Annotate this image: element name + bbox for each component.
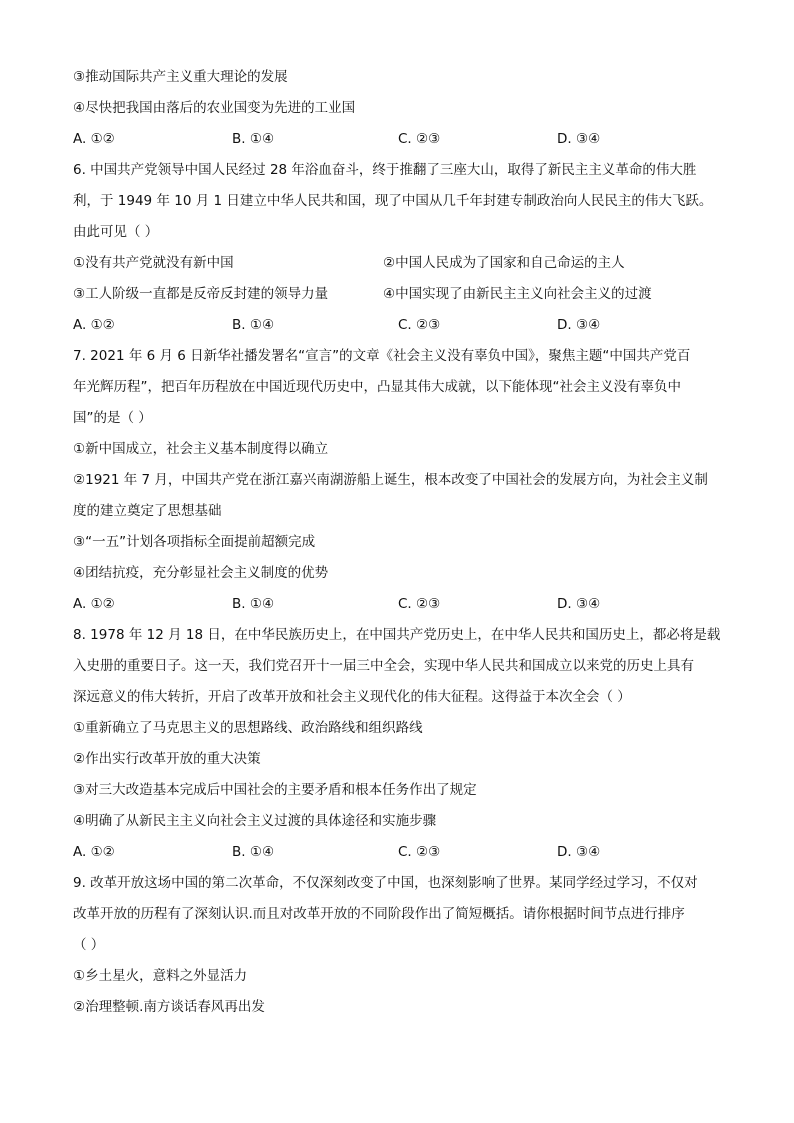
q7-option-b: B. ①④ bbox=[232, 596, 275, 612]
q5-option-c: C. ②③ bbox=[398, 131, 441, 147]
q8-stem-line-3: 深远意义的伟大转折，开启了改革开放和社会主义现代化的伟大征程。这得益于本次全会（ ） bbox=[73, 689, 631, 705]
q9-stem-line-2: 改革开放的历程有了深刻认识.而且对改革开放的不同阶段作出了简短概括。请你根据时间节点进行排序 bbox=[73, 906, 685, 922]
q7-item-2-line-1: ②1921 年 7 月，中国共产党在浙江嘉兴南湖游船上诞生，根本改变了中国社会的发展方向，为社会主义制 bbox=[73, 472, 708, 488]
q6-options bbox=[73, 310, 723, 341]
q7-item-3: ③“一五”计划各项指标全面提前超额完成 bbox=[73, 534, 316, 550]
q6-item-4: ④中国实现了由新民主主义向社会主义的过渡 bbox=[383, 286, 652, 302]
q5-option-b: B. ①④ bbox=[232, 131, 275, 147]
q8-option-a: A. ①② bbox=[73, 844, 115, 860]
q6-option-b: B. ①④ bbox=[232, 317, 275, 333]
q6-item-2: ②中国人民成为了国家和自己命运的主人 bbox=[383, 255, 625, 271]
q6-items-row-1 bbox=[73, 248, 723, 279]
q6-option-c: C. ②③ bbox=[398, 317, 441, 333]
q6-stem-line-2: 利，于 1949 年 10 月 1 日建立中华人民共和国，现了中国从几千年封建专制政治向人民民主的伟大飞跃。 bbox=[73, 193, 713, 209]
q7-item-4: ④团结抗疫，充分彰显社会主义制度的优势 bbox=[73, 565, 329, 581]
q7-stem-line-1: 7. 2021 年 6 月 6 日新华社播发署名“宣言”的文章《社会主义没有辜负中国》，聚焦主题“中国共产党百 bbox=[73, 348, 691, 364]
q6-item-3: ③工人阶级一直都是反帝反封建的领导力量 bbox=[73, 286, 329, 302]
q6-stem-line-1: 6. 中国共产党领导中国人民经过 28 年浴血奋斗，终于推翻了三座大山，取得了新民主主义革命的伟大胜 bbox=[73, 162, 697, 178]
q8-stem-line-2: 入史册的重要日子。这一天，我们党召开十一届三中全会，实现中华人民共和国成立以来党的历史上具有 bbox=[73, 658, 694, 674]
q9-stem-line-3: （ ） bbox=[73, 937, 105, 953]
q8-option-d: D. ③④ bbox=[557, 844, 601, 860]
q5-item-3: ③推动国际共产主义重大理论的发展 bbox=[73, 69, 288, 85]
q8-item-3: ③对三大改造基本完成后中国社会的主要矛盾和根本任务作出了规定 bbox=[73, 782, 477, 798]
q7-stem-line-3: 国”的是（ ） bbox=[73, 410, 152, 426]
q7-option-c: C. ②③ bbox=[398, 596, 441, 612]
q7-item-2-line-2: 度的建立奠定了思想基础 bbox=[73, 503, 222, 519]
q5-option-a: A. ①② bbox=[73, 131, 115, 147]
q6-item-1: ①没有共产党就没有新中国 bbox=[73, 255, 234, 271]
q9-item-1: ①乡土星火，意料之外显活力 bbox=[73, 968, 248, 984]
q8-item-2: ②作出实行改革开放的重大决策 bbox=[73, 751, 261, 767]
q7-item-1: ①新中国成立，社会主义基本制度得以确立 bbox=[73, 441, 329, 457]
exam-page bbox=[73, 62, 723, 1023]
q5-item-4: ④尽快把我国由落后的农业国变为先进的工业国 bbox=[73, 100, 356, 116]
q6-option-d: D. ③④ bbox=[557, 317, 601, 333]
q7-option-a: A. ①② bbox=[73, 596, 115, 612]
q5-option-d: D. ③④ bbox=[557, 131, 601, 147]
q8-options bbox=[73, 837, 723, 868]
q8-item-1: ①重新确立了马克思主义的思想路线、政治路线和组织路线 bbox=[73, 720, 423, 736]
q8-option-c: C. ②③ bbox=[398, 844, 441, 860]
q8-option-b: B. ①④ bbox=[232, 844, 275, 860]
q6-option-a: A. ①② bbox=[73, 317, 115, 333]
q7-stem-line-2: 年光辉历程”，把百年历程放在中国近现代历史中，凸显其伟大成就，以下能体现“社会主义没有辜负中 bbox=[73, 379, 681, 395]
q6-stem-line-3: 由此可见（ ） bbox=[73, 224, 159, 240]
q7-options bbox=[73, 589, 723, 620]
q5-options bbox=[73, 124, 723, 155]
q6-items-row-2 bbox=[73, 279, 723, 310]
q7-option-d: D. ③④ bbox=[557, 596, 601, 612]
q9-stem-line-1: 9. 改革开放这场中国的第二次革命，不仅深刻改变了中国，也深刻影响了世界。某同学经过学习，不仅对 bbox=[73, 875, 698, 891]
q9-item-2: ②治理整顿.南方谈话春风再出发 bbox=[73, 999, 265, 1015]
q8-item-4: ④明确了从新民主主义向社会主义过渡的具体途径和实施步骤 bbox=[73, 813, 437, 829]
q8-stem-line-1: 8. 1978 年 12 月 18 日，在中华民族历史上，在中国共产党历史上，在中华人民共和国历史上，都必将是载 bbox=[73, 627, 721, 643]
